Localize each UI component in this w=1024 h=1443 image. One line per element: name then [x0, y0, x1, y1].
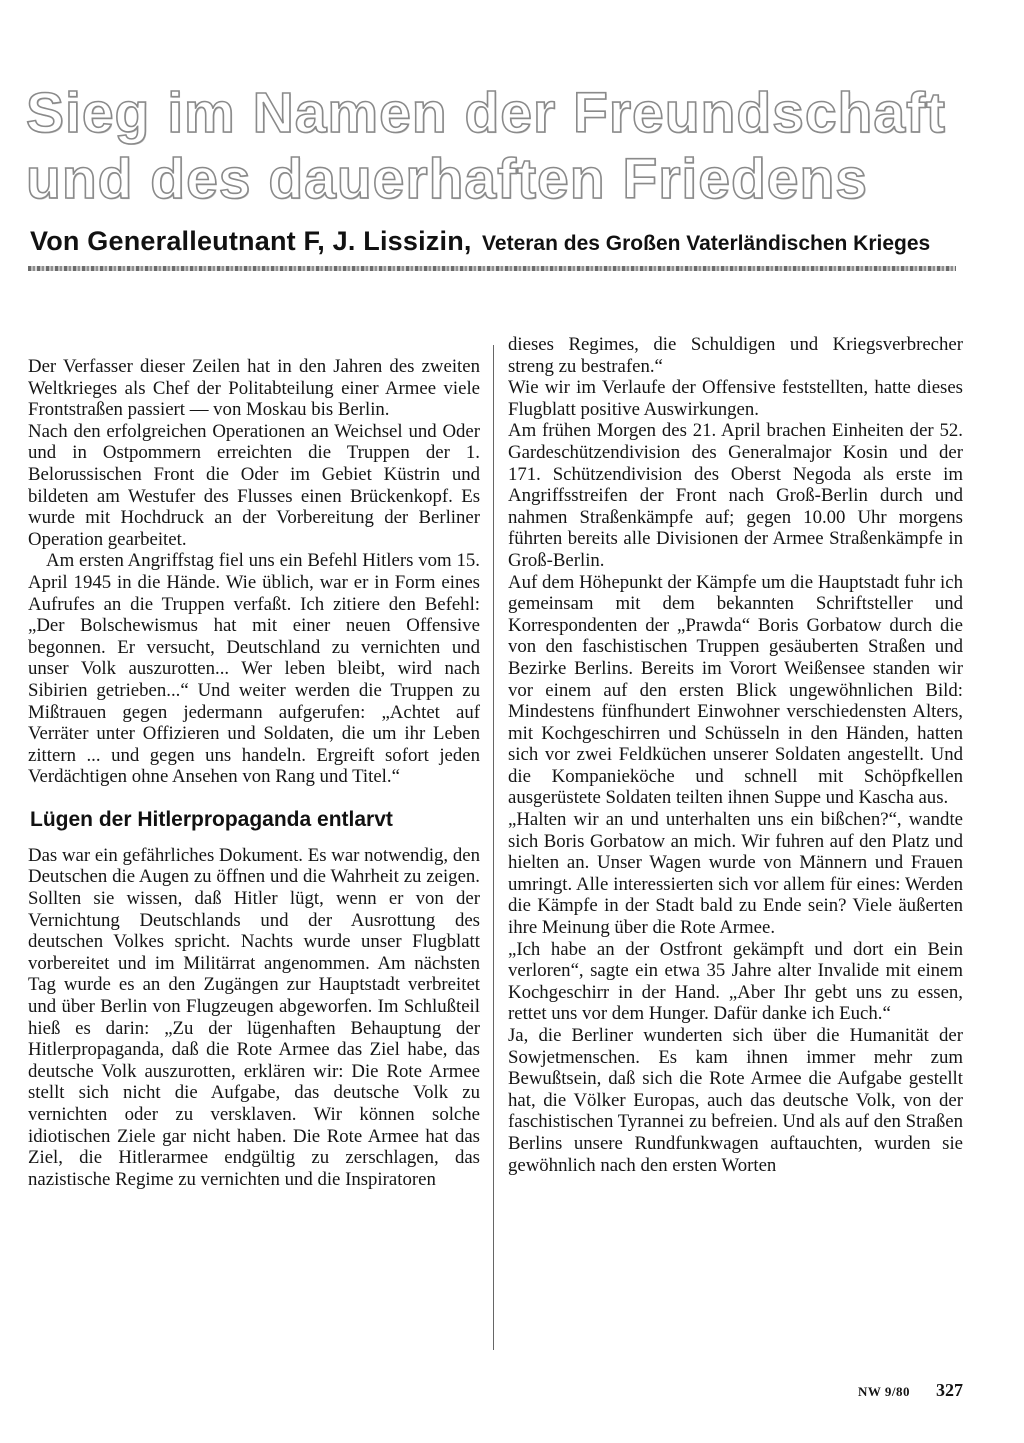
- column-divider: [493, 345, 494, 1350]
- body-paragraph: Am frühen Morgen des 21. April brachen Einheiten der 52. Gardeschützendivision des Generalmajor Kosin und der 171. Schützendivision des Oberst Negoda als erste im Angriffsstreifen der Front nach Groß-Berlin durch und nahmen Straßenkämpfe auf; gegen 10.00 Uhr morgens führten bereits alle Divisionen der Armee Straßenkämpfe in Groß-Berlin.: [508, 420, 963, 571]
- headline-line-2: und des dauerhaften Friedens: [26, 147, 868, 211]
- body-paragraph: „Ich habe an der Ostfront gekämpft und dort ein Bein verloren“, sagte ein etwa 35 Jahre alter Invalide mit einem Kochgeschirr in der Hand. „Aber Ihr gebt uns zu essen, rettet uns vor dem Hunger. Dafür danke ich Euch.“: [508, 938, 963, 1025]
- body-paragraph: Nach den erfolgreichen Operationen an Weichsel und Oder und in Ostpommern erreichten die Truppen der 1. Belorussischen Front die Oder im Gebiet Küstrin und bildeten am Westufer des Flusses einen Brückenkopf. Es wurde mit Hochdruck an der Vorbereitung der Berliner Operation gearbeitet.: [28, 420, 480, 550]
- article-byline: [30, 226, 1000, 257]
- byline-role: Veteran des Großen Vaterländischen Krieges: [482, 232, 931, 255]
- issue-label: NW 9/80: [858, 1384, 911, 1399]
- body-paragraph: Auf dem Höhepunkt der Kämpfe um die Hauptstadt fuhr ich gemeinsam mit dem bekannten Schriftsteller und Korrespondenten der „Prawda“ Boris Gorbatow durch die von den faschistischen Truppen gesäuberten Straßen und Bezirke Berlins. Bereits im Vorort Weißensee standen wir vor einem auf den ersten Blick ungewöhnlichen Bild: Mindestens fünfhundert Einwohner verschiedensten Alters, mit Kochgeschirren und Schüsseln in den Händen, hatten sich vor zwei Feldküchen unserer Soldaten angestellt. Und die Kompanieköche und schnell mit Schöpfkellen ausgerüstete Soldaten teilten ihnen Suppe und Kascha aus.: [508, 571, 963, 809]
- page-footer: [858, 1380, 998, 1401]
- body-paragraph: Wie wir im Verlaufe der Offensive feststellten, hatte dieses Flugblatt positive Auswirkungen.: [508, 377, 963, 420]
- article-headline: [26, 80, 947, 212]
- body-paragraph: Am ersten Angriffstag fiel uns ein Befehl Hitlers vom 15. April 1945 in die Hände. Wie üblich, war er in Form eines Aufrufes an die Truppen verfaßt. Ich zitiere den Befehl: „Der Bolschewismus hat mit einer neuen Offensive begonnen. Er versucht, Deutschland zu vernichten und unser Volk auszurotten... Wer leben bleibt, wird nach Sibirien getrieben...“ Und weiter werden die Truppen zu Mißtrauen gegen jedermann aufgerufen: „Achtet auf Verräter unter Offizieren und Soldaten, die um ihr Leben zittern ... und gegen uns handeln. Ergreift sofort jeden Verdächtigen ohne Ansehen von Rang und Titel.“: [28, 550, 480, 788]
- byline-author: Von Generalleutnant F, J. Lissizin,: [30, 226, 472, 256]
- body-paragraph: Ja, die Berliner wunderten sich über die Humanität der Sowjetmenschen. Es kam ihnen immer mehr zum Bewußtsein, daß sich die Rote Armee die Aufgabe gestellt hat, die Völker Europas, auch das deutsche Volk, von der faschistischen Tyrannei zu befreien. Und als auf den Straßen Berlins unsere Rundfunkwagen auftauchten, wurden sie gewöhnlich nach den ersten Worten: [508, 1025, 963, 1176]
- byline-rule: [28, 266, 956, 271]
- left-column: [28, 356, 480, 1190]
- body-paragraph: Der Verfasser dieser Zeilen hat in den Jahren des zweiten Weltkrieges als Chef der Politabteilung einer Armee viele Frontstraßen passiert — von Moskau bis Berlin.: [28, 356, 480, 421]
- section-subheading: Lügen der Hitlerpropaganda entlarvt: [30, 807, 393, 831]
- right-column: [508, 334, 963, 1176]
- page-number: 327: [936, 1380, 964, 1400]
- body-paragraph: „Halten wir an und unterhalten uns ein bißchen?“, wandte sich Boris Gorbatow an mich. Wir fuhren auf den Platz und hielten an. Unser Wagen wurde von Männern und Frauen umringt. Alle interessierten sich vor allem für eines: Werden die Kämpfe in der Stadt bald zu Ende sein? Viele äußerten ihre Meinung über die Rote Armee.: [508, 809, 963, 939]
- body-paragraph: dieses Regimes, die Schuldigen und Kriegsverbrecher streng zu bestrafen.“: [508, 334, 963, 377]
- body-paragraph: Das war ein gefährliches Dokument. Es war notwendig, den Deutschen die Augen zu öffnen und die Wahrheit zu zeigen. Sollten sie wissen, daß Hitler lügt, wenn er von der Vernichtung Deutschlands und der Ausrottung des deutschen Volkes spricht. Nachts wurde unser Flugblatt vorbereitet und im Militärrat angenommen. Am nächsten Tag wurde es an den Zugängen zur Hauptstadt verbreitet und über Berlin von Flugzeugen abgeworfen. Im Schlußteil hieß es darin: „Zu der lügenhaften Behauptung der Hitlerpropaganda, daß die Rote Armee das Ziel habe, das deutsche Volk auszurotten, erklären wir: Die Rote Armee stellt sich nicht die Aufgabe, das deutsche Volk zu vernichten oder zu versklaven. Wir können solche idiotischen Ziele gar nicht haben. Die Rote Armee hat das Ziel, die Hitlerarmee endgültig zu zerschlagen, das nazistische Regime zu vernichten und die Inspiratoren: [28, 844, 480, 1190]
- headline-line-1: Sieg im Namen der Freundschaft: [26, 81, 947, 145]
